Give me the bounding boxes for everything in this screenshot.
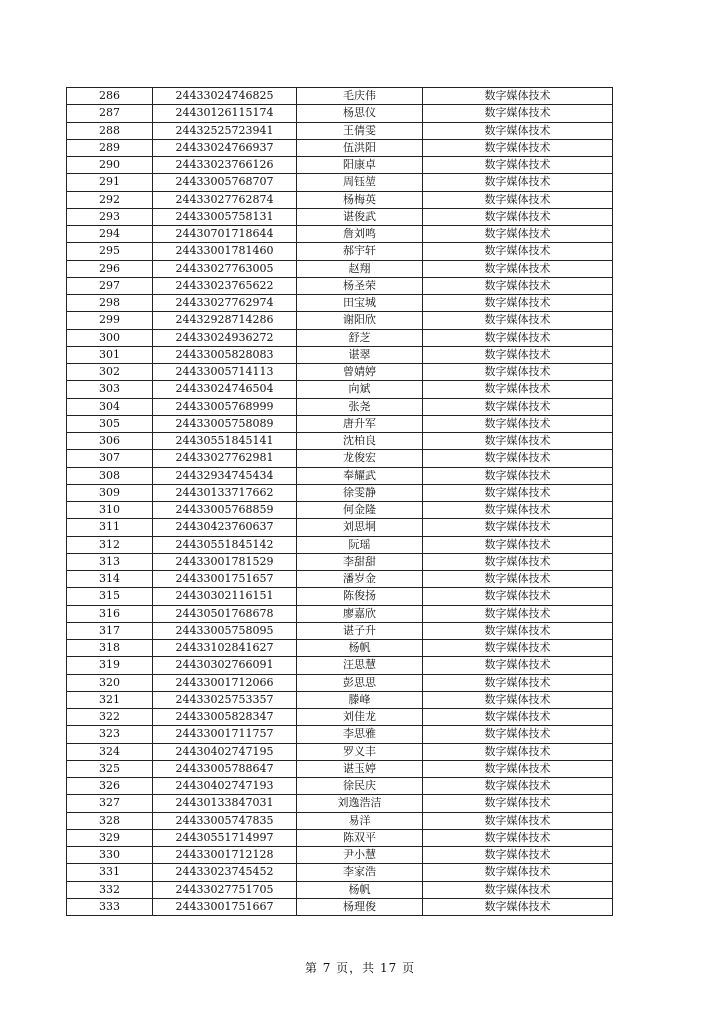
student-name: 谌子升 bbox=[297, 622, 423, 639]
candidate-id: 24433027763005 bbox=[153, 260, 297, 277]
row-number: 328 bbox=[67, 812, 153, 829]
row-number: 290 bbox=[67, 157, 153, 174]
row-number: 315 bbox=[67, 588, 153, 605]
table-row bbox=[67, 243, 613, 260]
candidate-id: 24432928714286 bbox=[153, 312, 297, 329]
student-name: 谌玉婷 bbox=[297, 760, 423, 777]
candidate-id: 24433027751705 bbox=[153, 881, 297, 898]
major: 数字媒体技术 bbox=[423, 105, 613, 122]
student-name: 向斌 bbox=[297, 381, 423, 398]
major: 数字媒体技术 bbox=[423, 605, 613, 622]
student-name: 何金隆 bbox=[297, 502, 423, 519]
student-name: 赵翔 bbox=[297, 260, 423, 277]
row-number: 313 bbox=[67, 553, 153, 570]
row-number: 305 bbox=[67, 415, 153, 432]
row-number: 326 bbox=[67, 778, 153, 795]
row-number: 298 bbox=[67, 295, 153, 312]
student-name: 刘逸浩洁 bbox=[297, 795, 423, 812]
major: 数字媒体技术 bbox=[423, 295, 613, 312]
table-row bbox=[67, 536, 613, 553]
student-name: 陈俊扬 bbox=[297, 588, 423, 605]
student-name: 徐民庆 bbox=[297, 778, 423, 795]
row-number: 291 bbox=[67, 174, 153, 191]
student-name: 谌翠 bbox=[297, 346, 423, 363]
major: 数字媒体技术 bbox=[423, 640, 613, 657]
row-number: 288 bbox=[67, 122, 153, 139]
table-row bbox=[67, 726, 613, 743]
major: 数字媒体技术 bbox=[423, 864, 613, 881]
row-number: 302 bbox=[67, 364, 153, 381]
major: 数字媒体技术 bbox=[423, 226, 613, 243]
footer-total-pages: 17 bbox=[380, 961, 398, 975]
row-number: 289 bbox=[67, 139, 153, 156]
row-number: 312 bbox=[67, 536, 153, 553]
major: 数字媒体技术 bbox=[423, 778, 613, 795]
major: 数字媒体技术 bbox=[423, 812, 613, 829]
student-name: 唐升军 bbox=[297, 415, 423, 432]
student-name: 李思雅 bbox=[297, 726, 423, 743]
student-name: 沈柏良 bbox=[297, 433, 423, 450]
candidate-id: 24433024766937 bbox=[153, 139, 297, 156]
footer-middle: 页，共 bbox=[336, 961, 376, 975]
candidate-id: 24433024746825 bbox=[153, 88, 297, 105]
table-row bbox=[67, 174, 613, 191]
major: 数字媒体技术 bbox=[423, 760, 613, 777]
major: 数字媒体技术 bbox=[423, 795, 613, 812]
candidate-id: 24430302766091 bbox=[153, 657, 297, 674]
student-name: 阮瑶 bbox=[297, 536, 423, 553]
student-name: 杨帆 bbox=[297, 640, 423, 657]
table-row bbox=[67, 346, 613, 363]
candidate-id: 24433005828083 bbox=[153, 346, 297, 363]
major: 数字媒体技术 bbox=[423, 450, 613, 467]
candidate-id: 24430423760637 bbox=[153, 519, 297, 536]
student-name: 舒芝 bbox=[297, 329, 423, 346]
table-row bbox=[67, 381, 613, 398]
student-name: 刘思垌 bbox=[297, 519, 423, 536]
major: 数字媒体技术 bbox=[423, 726, 613, 743]
major: 数字媒体技术 bbox=[423, 657, 613, 674]
table-row bbox=[67, 812, 613, 829]
candidate-id: 24430133717662 bbox=[153, 484, 297, 501]
student-name: 罗义丰 bbox=[297, 743, 423, 760]
major: 数字媒体技术 bbox=[423, 588, 613, 605]
student-name: 张尧 bbox=[297, 398, 423, 415]
major: 数字媒体技术 bbox=[423, 519, 613, 536]
table-row bbox=[67, 709, 613, 726]
table-row bbox=[67, 691, 613, 708]
table-row bbox=[67, 829, 613, 846]
major: 数字媒体技术 bbox=[423, 847, 613, 864]
row-number: 297 bbox=[67, 277, 153, 294]
row-number: 329 bbox=[67, 829, 153, 846]
candidate-id: 24433005828347 bbox=[153, 709, 297, 726]
table-row bbox=[67, 864, 613, 881]
candidate-id: 24433001711757 bbox=[153, 726, 297, 743]
candidate-id: 24433001751657 bbox=[153, 571, 297, 588]
major: 数字媒体技术 bbox=[423, 381, 613, 398]
row-number: 323 bbox=[67, 726, 153, 743]
student-name: 毛庆伟 bbox=[297, 88, 423, 105]
table-row bbox=[67, 605, 613, 622]
student-name: 阳康卓 bbox=[297, 157, 423, 174]
row-number: 303 bbox=[67, 381, 153, 398]
row-number: 332 bbox=[67, 881, 153, 898]
candidate-id: 24433023765622 bbox=[153, 277, 297, 294]
row-number: 309 bbox=[67, 484, 153, 501]
row-number: 330 bbox=[67, 847, 153, 864]
row-number: 322 bbox=[67, 709, 153, 726]
footer-suffix: 页 bbox=[402, 961, 416, 975]
row-number: 325 bbox=[67, 760, 153, 777]
table-row bbox=[67, 484, 613, 501]
student-name: 李甜甜 bbox=[297, 553, 423, 570]
student-name: 彭思思 bbox=[297, 674, 423, 691]
candidate-id: 24433005768999 bbox=[153, 398, 297, 415]
table-row bbox=[67, 433, 613, 450]
major: 数字媒体技术 bbox=[423, 743, 613, 760]
row-number: 306 bbox=[67, 433, 153, 450]
table-row bbox=[67, 847, 613, 864]
table-row bbox=[67, 760, 613, 777]
table-row bbox=[67, 122, 613, 139]
table-row bbox=[67, 795, 613, 812]
student-name: 杨理俊 bbox=[297, 898, 423, 915]
candidate-id: 24430501768678 bbox=[153, 605, 297, 622]
student-name: 周钰堃 bbox=[297, 174, 423, 191]
student-name: 郝宇轩 bbox=[297, 243, 423, 260]
major: 数字媒体技术 bbox=[423, 415, 613, 432]
row-number: 286 bbox=[67, 88, 153, 105]
student-name: 廖嘉欣 bbox=[297, 605, 423, 622]
candidate-id: 24430133847031 bbox=[153, 795, 297, 812]
student-name: 杨思仪 bbox=[297, 105, 423, 122]
row-number: 307 bbox=[67, 450, 153, 467]
table-row bbox=[67, 519, 613, 536]
table-row bbox=[67, 640, 613, 657]
major: 数字媒体技术 bbox=[423, 122, 613, 139]
roster-body bbox=[67, 88, 613, 916]
major: 数字媒体技术 bbox=[423, 433, 613, 450]
row-number: 301 bbox=[67, 346, 153, 363]
row-number: 331 bbox=[67, 864, 153, 881]
student-name: 李家浩 bbox=[297, 864, 423, 881]
footer-page-number: 7 bbox=[322, 961, 332, 975]
row-number: 294 bbox=[67, 226, 153, 243]
row-number: 296 bbox=[67, 260, 153, 277]
row-number: 300 bbox=[67, 329, 153, 346]
major: 数字媒体技术 bbox=[423, 829, 613, 846]
student-name: 滕峰 bbox=[297, 691, 423, 708]
student-name: 谌俊武 bbox=[297, 208, 423, 225]
candidate-id: 24433005788647 bbox=[153, 760, 297, 777]
candidate-id: 24430126115174 bbox=[153, 105, 297, 122]
table-row bbox=[67, 191, 613, 208]
major: 数字媒体技术 bbox=[423, 260, 613, 277]
candidate-id: 24433001781529 bbox=[153, 553, 297, 570]
table-row bbox=[67, 502, 613, 519]
candidate-id: 24433005768859 bbox=[153, 502, 297, 519]
major: 数字媒体技术 bbox=[423, 174, 613, 191]
major: 数字媒体技术 bbox=[423, 329, 613, 346]
candidate-id: 24433001712066 bbox=[153, 674, 297, 691]
major: 数字媒体技术 bbox=[423, 88, 613, 105]
candidate-id: 24433001712128 bbox=[153, 847, 297, 864]
major: 数字媒体技术 bbox=[423, 398, 613, 415]
table-row bbox=[67, 364, 613, 381]
candidate-id: 24430551845141 bbox=[153, 433, 297, 450]
row-number: 293 bbox=[67, 208, 153, 225]
row-number: 317 bbox=[67, 622, 153, 639]
major: 数字媒体技术 bbox=[423, 622, 613, 639]
student-name: 杨梅英 bbox=[297, 191, 423, 208]
table-row bbox=[67, 881, 613, 898]
row-number: 314 bbox=[67, 571, 153, 588]
table-row bbox=[67, 588, 613, 605]
table-row bbox=[67, 398, 613, 415]
major: 数字媒体技术 bbox=[423, 208, 613, 225]
candidate-id: 24433027762974 bbox=[153, 295, 297, 312]
candidate-id: 24432525723941 bbox=[153, 122, 297, 139]
table-row bbox=[67, 898, 613, 915]
candidate-id: 24433001751667 bbox=[153, 898, 297, 915]
student-name: 谢阳欣 bbox=[297, 312, 423, 329]
major: 数字媒体技术 bbox=[423, 139, 613, 156]
candidate-id: 24433024746504 bbox=[153, 381, 297, 398]
row-number: 310 bbox=[67, 502, 153, 519]
row-number: 299 bbox=[67, 312, 153, 329]
table-row bbox=[67, 295, 613, 312]
student-name: 曾婧婷 bbox=[297, 364, 423, 381]
major: 数字媒体技术 bbox=[423, 502, 613, 519]
footer-prefix: 第 bbox=[304, 961, 318, 975]
major: 数字媒体技术 bbox=[423, 709, 613, 726]
candidate-id: 24433005747835 bbox=[153, 812, 297, 829]
row-number: 304 bbox=[67, 398, 153, 415]
table-row bbox=[67, 674, 613, 691]
candidate-id: 24430551714997 bbox=[153, 829, 297, 846]
major: 数字媒体技术 bbox=[423, 553, 613, 570]
row-number: 324 bbox=[67, 743, 153, 760]
major: 数字媒体技术 bbox=[423, 157, 613, 174]
candidate-id: 24430402747195 bbox=[153, 743, 297, 760]
candidate-id: 24432934745434 bbox=[153, 467, 297, 484]
student-name: 潘岁金 bbox=[297, 571, 423, 588]
roster-table bbox=[66, 87, 613, 916]
major: 数字媒体技术 bbox=[423, 674, 613, 691]
table-row bbox=[67, 622, 613, 639]
major: 数字媒体技术 bbox=[423, 484, 613, 501]
row-number: 321 bbox=[67, 691, 153, 708]
student-name: 陈双平 bbox=[297, 829, 423, 846]
student-name: 杨帆 bbox=[297, 881, 423, 898]
table-row bbox=[67, 260, 613, 277]
major: 数字媒体技术 bbox=[423, 691, 613, 708]
candidate-id: 24433023745452 bbox=[153, 864, 297, 881]
table-row bbox=[67, 277, 613, 294]
major: 数字媒体技术 bbox=[423, 536, 613, 553]
major: 数字媒体技术 bbox=[423, 364, 613, 381]
table-row bbox=[67, 139, 613, 156]
student-name: 杨圣荣 bbox=[297, 277, 423, 294]
candidate-id: 24430402747193 bbox=[153, 778, 297, 795]
row-number: 311 bbox=[67, 519, 153, 536]
major: 数字媒体技术 bbox=[423, 571, 613, 588]
candidate-id: 24433001781460 bbox=[153, 243, 297, 260]
row-number: 327 bbox=[67, 795, 153, 812]
table-row bbox=[67, 450, 613, 467]
table-row bbox=[67, 157, 613, 174]
table-row bbox=[67, 553, 613, 570]
major: 数字媒体技术 bbox=[423, 277, 613, 294]
table-row bbox=[67, 467, 613, 484]
major: 数字媒体技术 bbox=[423, 191, 613, 208]
student-name: 田宝城 bbox=[297, 295, 423, 312]
table-row bbox=[67, 571, 613, 588]
table-row bbox=[67, 778, 613, 795]
candidate-id: 24433023766126 bbox=[153, 157, 297, 174]
student-name: 易洋 bbox=[297, 812, 423, 829]
table-row bbox=[67, 743, 613, 760]
candidate-id: 24433005758089 bbox=[153, 415, 297, 432]
table-row bbox=[67, 226, 613, 243]
table-row bbox=[67, 657, 613, 674]
candidate-id: 24433027762874 bbox=[153, 191, 297, 208]
candidate-id: 24433005758095 bbox=[153, 622, 297, 639]
student-name: 伍洪阳 bbox=[297, 139, 423, 156]
table-row bbox=[67, 88, 613, 105]
table-row bbox=[67, 329, 613, 346]
student-name: 奉耀武 bbox=[297, 467, 423, 484]
major: 数字媒体技术 bbox=[423, 467, 613, 484]
candidate-id: 24433024936272 bbox=[153, 329, 297, 346]
page-footer bbox=[0, 959, 720, 976]
candidate-id: 24433005758131 bbox=[153, 208, 297, 225]
candidate-id: 24433005768707 bbox=[153, 174, 297, 191]
row-number: 308 bbox=[67, 467, 153, 484]
student-name: 汪思慧 bbox=[297, 657, 423, 674]
candidate-id: 24433027762981 bbox=[153, 450, 297, 467]
major: 数字媒体技术 bbox=[423, 898, 613, 915]
candidate-id: 24430302116151 bbox=[153, 588, 297, 605]
table-row bbox=[67, 105, 613, 122]
candidate-id: 24433005714113 bbox=[153, 364, 297, 381]
table-row bbox=[67, 415, 613, 432]
row-number: 318 bbox=[67, 640, 153, 657]
candidate-id: 24433025753357 bbox=[153, 691, 297, 708]
major: 数字媒体技术 bbox=[423, 243, 613, 260]
student-name: 王倩雯 bbox=[297, 122, 423, 139]
student-name: 龙俊宏 bbox=[297, 450, 423, 467]
row-number: 319 bbox=[67, 657, 153, 674]
row-number: 333 bbox=[67, 898, 153, 915]
row-number: 320 bbox=[67, 674, 153, 691]
table-row bbox=[67, 312, 613, 329]
major: 数字媒体技术 bbox=[423, 881, 613, 898]
major: 数字媒体技术 bbox=[423, 346, 613, 363]
candidate-id: 24433102841627 bbox=[153, 640, 297, 657]
row-number: 295 bbox=[67, 243, 153, 260]
student-name: 刘佳龙 bbox=[297, 709, 423, 726]
major: 数字媒体技术 bbox=[423, 312, 613, 329]
student-name: 尹小慧 bbox=[297, 847, 423, 864]
candidate-id: 24430551845142 bbox=[153, 536, 297, 553]
student-name: 詹刘鸣 bbox=[297, 226, 423, 243]
row-number: 292 bbox=[67, 191, 153, 208]
candidate-id: 24430701718644 bbox=[153, 226, 297, 243]
row-number: 287 bbox=[67, 105, 153, 122]
row-number: 316 bbox=[67, 605, 153, 622]
table-row bbox=[67, 208, 613, 225]
student-name: 徐雯静 bbox=[297, 484, 423, 501]
